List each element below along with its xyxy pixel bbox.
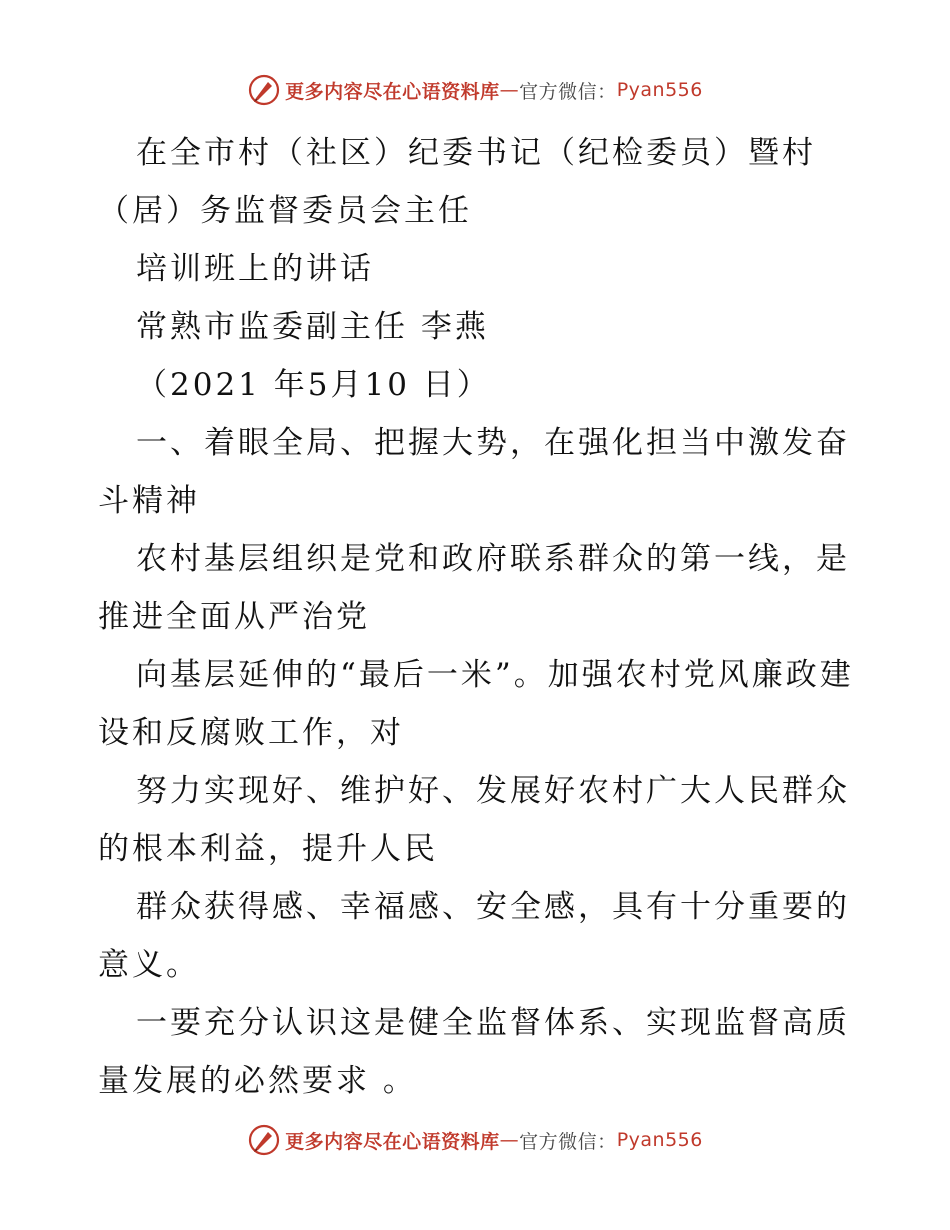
watermark-main-text: 更多内容尽在心语资料库 xyxy=(285,1130,500,1153)
title-line: 在全市村（社区）纪委书记（纪检委员）暨村（居）务监督委员会主任 xyxy=(98,135,816,229)
watermark-official-label: 官方微信： xyxy=(519,1130,617,1153)
pen-nib-logo-icon xyxy=(247,1123,281,1157)
title-line-2: 培训班上的讲话 xyxy=(136,251,374,287)
watermark-wechat-id: Pyan556 xyxy=(616,79,703,101)
watermark-separator: — xyxy=(499,79,520,101)
section-heading: 一、着眼全局、把握大势，在强化担当中激发奋斗精神 xyxy=(98,425,850,519)
document-body xyxy=(98,124,858,1110)
watermark-main-text: 更多内容尽在心语资料库 xyxy=(285,80,500,103)
footer-watermark xyxy=(0,1120,950,1160)
watermark-separator: — xyxy=(499,1129,520,1151)
watermark-official-label: 官方微信： xyxy=(519,80,617,103)
pen-nib-logo-icon xyxy=(247,73,281,107)
body-paragraph: 一要充分认识这是健全监督体系、实现监督高质量发展的必然要求 。 xyxy=(98,1005,850,1099)
date-line: （2021 年5月10 日） xyxy=(136,367,491,403)
body-paragraph: 努力实现好、维护好、发展好农村广大人民群众的根本利益，提升人民 xyxy=(98,773,850,867)
watermark-wechat-id: Pyan556 xyxy=(616,1129,703,1151)
header-watermark xyxy=(0,70,950,110)
body-paragraph: 农村基层组织是党和政府联系群众的第一线，是推进全面从严治党 xyxy=(98,541,850,635)
body-paragraph: 群众获得感、幸福感、安全感，具有十分重要的意义。 xyxy=(98,889,850,983)
speaker-line: 常熟市监委副主任 李燕 xyxy=(136,309,489,345)
body-paragraph: 向基层延伸的“最后一米”。加强农村党风廉政建设和反腐败工作，对 xyxy=(98,657,854,751)
